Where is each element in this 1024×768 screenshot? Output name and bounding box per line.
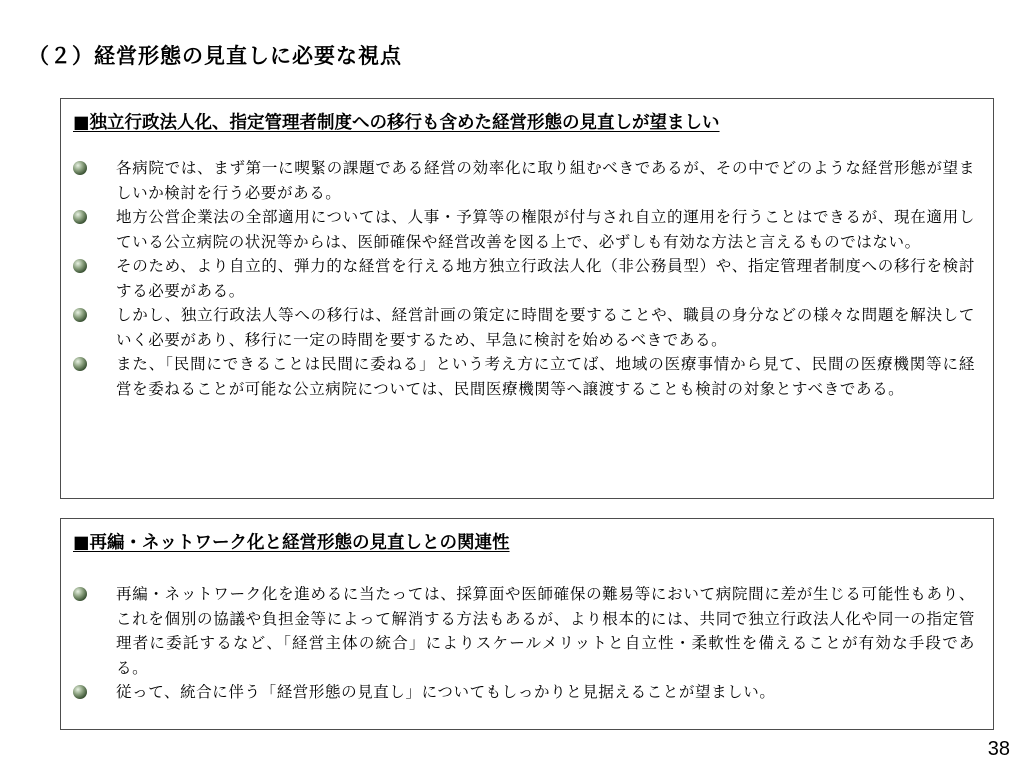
bullet-item [69, 680, 975, 705]
bullet-item [69, 254, 975, 303]
bullet-text: また、「民間にできることは民間に委ねる」という考え方に立てば、地域の医療事情から見て、民間の医療機関等に経営を委ねることが可能な公立病院については、民間医療機関等へ譲渡することも検討の対象とすべきである。 [116, 355, 975, 398]
bullet-icon [73, 161, 87, 175]
section-box-network-relation [60, 518, 994, 730]
bullet-list [69, 156, 975, 401]
bullet-text: 従って、統合に伴う「経営形態の見直し」についてもしっかりと見据えることが望ましい。 [116, 683, 776, 701]
bullet-icon [73, 259, 87, 273]
bullet-text: 再編・ネットワーク化を進めるに当たっては、採算面や医師確保の難易等において病院間に差が生じる可能性もあり、これを個別の協議や負担金等によって解消する方法もあるが、より根本的には、共同で独立行政法人化や同一の指定管理者に委託するなど、「経営主体の統合」によりスケールメリットと自立性・柔軟性を備えることが有効な手段である。 [116, 585, 975, 677]
bullet-text: 地方公営企業法の全部適用については、人事・予算等の権限が付与され自立的運用を行うことはできるが、現在適用している公立病院の状況等からは、医師確保や経営改善を図る上で、必ずしも有効な方法と言えるものではない。 [116, 208, 975, 251]
bullet-item [69, 352, 975, 401]
bullet-item [69, 156, 975, 205]
bullet-item [69, 582, 975, 680]
bullet-text: そのため、より自立的、弾力的な経営を行える地方独立行政法人化（非公務員型）や、指定管理者制度への移行を検討する必要がある。 [116, 257, 975, 300]
bullet-icon [73, 357, 87, 371]
page-number: 38 [987, 738, 1010, 760]
section-box-management-form [60, 98, 994, 499]
page-title: （２）経営形態の見直しに必要な視点 [28, 44, 402, 68]
bullet-text: しかし、独立行政法人等への移行は、経営計画の策定に時間を要することや、職員の身分などの様々な問題を解決していく必要があり、移行に一定の時間を要するため、早急に検討を始めるべきである。 [116, 306, 975, 349]
section-heading: ■独立行政法人化、指定管理者制度への移行も含めた経営形態の見直しが望ましい [73, 113, 720, 133]
bullet-text: 各病院では、まず第一に喫緊の課題である経営の効率化に取り組むべきであるが、その中でどのような経営形態が望ましいか検討を行う必要がある。 [116, 159, 975, 202]
bullet-item [69, 205, 975, 254]
bullet-icon [73, 685, 87, 699]
bullet-item [69, 303, 975, 352]
bullet-icon [73, 587, 87, 601]
bullet-list [69, 582, 975, 705]
bullet-icon [73, 308, 87, 322]
bullet-icon [73, 210, 87, 224]
section-heading: ■再編・ネットワーク化と経営形態の見直しとの関連性 [73, 533, 510, 553]
